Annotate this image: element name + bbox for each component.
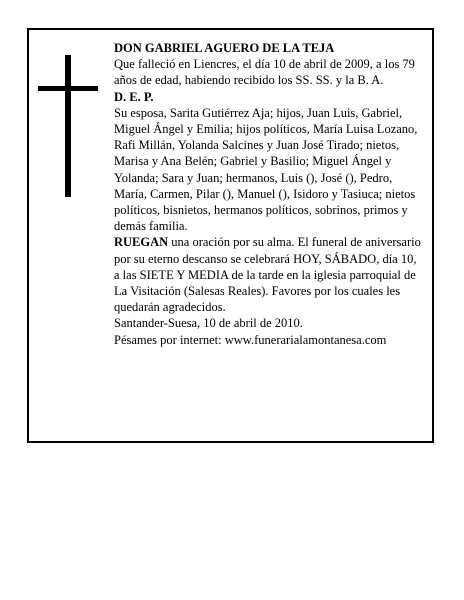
obituary-text	[114, 40, 424, 348]
cross-vertical-bar	[65, 55, 71, 197]
condolences-line: Pésames por internet: www.funerarialamontanesa.com	[114, 332, 387, 347]
death-details: Que falleció en Liencres, el día 10 de abril de 2009, a los 79 años de edad, habiendo recibido los SS. SS. y la B. A.	[114, 57, 415, 88]
family-list: Su esposa, Sarita Gutiérrez Aja; hijos, Juan Luis, Gabriel, Miguel Ángel y Emilia; hijos políticos, María Luisa Lozano, Rafi Millán, Yolanda Salcines y Juan José Tirado; nietos, Marisa y Ana Belén; Gabriel y Basilio; Miguel Ángel y Yolanda; Sara y Juan; hermanos, Luis (), José (), Pedro, María, Carmen, Pilar (), Manuel (), Isidoro y Tasiuca; nietos políticos, bisnietos, hermanos políticos, sobrinos, primos y demás familia.	[114, 105, 418, 234]
place-date: Santander-Suesa, 10 de abril de 2010.	[114, 316, 303, 331]
ruegan-paragraph	[114, 234, 424, 315]
ruegan-word: RUEGAN	[114, 235, 169, 250]
dep-line: D. E. P.	[114, 89, 154, 104]
cross-horizontal-bar	[38, 86, 98, 91]
deceased-name: DON GABRIEL AGUERO DE LA TEJA	[114, 41, 335, 55]
cross-icon	[38, 55, 98, 197]
ruegan-text: una oración por su alma. El funeral de aniversario por su eterno descanso se celebrará HOY, SÁBADO, día 10, a las SIETE Y MEDIA de la tarde en la iglesia parroquial de La Visitación (Salesas Reales). Favores por los cuales les quedarán agradecidos.	[114, 235, 421, 315]
